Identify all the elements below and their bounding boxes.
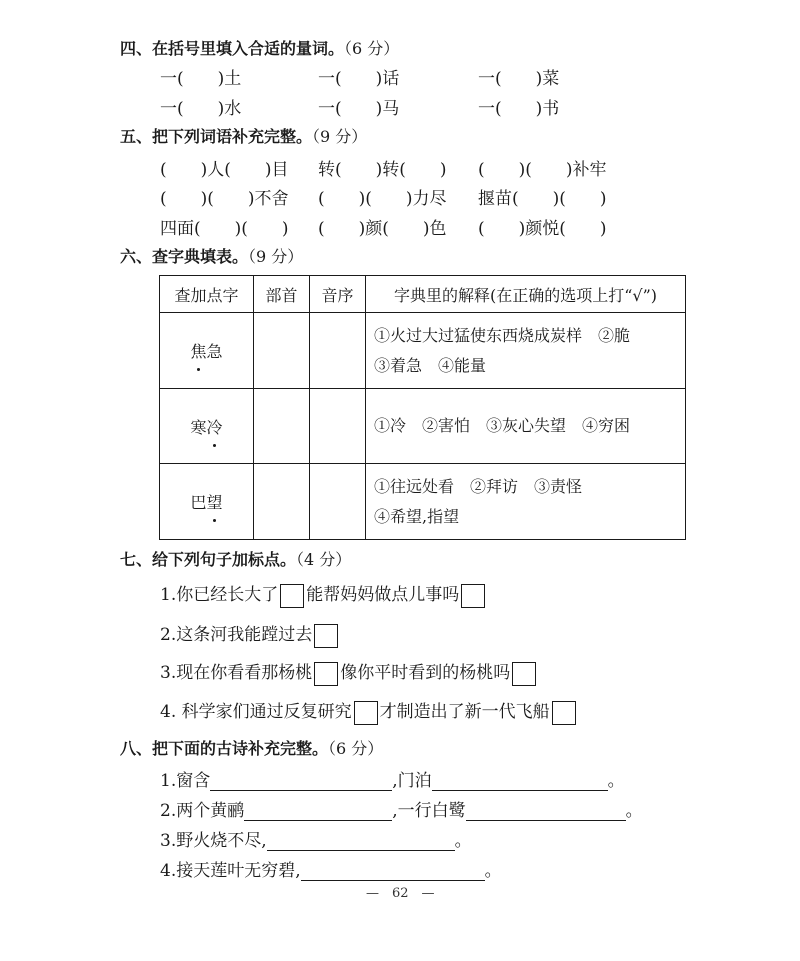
answer-blank[interactable] [466, 804, 626, 821]
col-header-definition: 字典里的解释(在正确的选项上打“√”) [366, 276, 686, 313]
punctuation-sentence-2: 2.这条河我能蹚过去 [160, 620, 340, 648]
poem-line-1: 1.窗含 ,门泊 。 [160, 771, 625, 791]
dotted-char: 焦 [190, 339, 206, 362]
word-cell: 巴望 [160, 464, 254, 540]
punctuation-box[interactable] [552, 701, 576, 725]
poem-line-4: 4.接天莲叶无穷碧, 。 [160, 861, 502, 881]
section-5-title: 五、把下列词语补充完整。（9 分） [120, 127, 368, 146]
poem-line-3: 3.野火烧不尽, 。 [160, 831, 472, 851]
punctuation-sentence-3: 3.现在你看看那杨桃 像你平时看到的杨桃吗 [160, 658, 538, 686]
definition-cell: ①往远处看 ②拜访 ③责怪 ④希望,指望 [366, 464, 686, 540]
initial-cell[interactable] [310, 389, 366, 464]
measure-word-item: 一( )马 [318, 99, 400, 119]
measure-word-item: 一( )书 [478, 99, 560, 119]
poem-line-2: 2.两个黄鹂 ,一行白鹭 。 [160, 801, 643, 821]
section-4-title: 四、在括号里填入合适的量词。（6 分） [120, 39, 400, 58]
initial-cell[interactable] [310, 313, 366, 389]
measure-word-item: 一( )水 [160, 99, 242, 119]
section-8-title: 八、把下面的古诗补充完整。（6 分） [120, 739, 384, 758]
radical-cell[interactable] [254, 389, 310, 464]
col-header-radical: 部首 [254, 276, 310, 313]
measure-word-item: 一( )话 [318, 69, 400, 89]
punctuation-sentence-1: 1.你已经长大了 能帮妈妈做点儿事吗 [160, 580, 487, 608]
answer-blank[interactable] [210, 774, 392, 791]
dotted-char: 冷 [207, 415, 223, 438]
radical-cell[interactable] [254, 464, 310, 540]
col-header-initial: 音序 [310, 276, 366, 313]
section-6-title: 六、查字典填表。（9 分） [120, 247, 304, 266]
table-header-row [160, 276, 686, 313]
word-cell: 寒冷 [160, 389, 254, 464]
page-number: — 62 — [366, 886, 435, 901]
idiom-item: 揠苗( )( ) [478, 189, 607, 209]
definition-cell: ①冷 ②害怕 ③灰心失望 ④穷困 [366, 389, 686, 464]
answer-blank[interactable] [301, 864, 485, 881]
punctuation-sentence-4: 4. 科学家们通过反复研究 才制造出了新一代飞船 [160, 697, 578, 725]
definition-cell: ①火过大过猛使东西烧成炭样 ②脆 ③着急 ④能量 [366, 313, 686, 389]
dictionary-table [159, 275, 686, 540]
dotted-char: 望 [207, 490, 223, 513]
idiom-item: ( )( )力尽 [318, 189, 447, 209]
idiom-item: 四面( )( ) [160, 219, 289, 239]
idiom-item: ( )颜悦( ) [478, 219, 607, 239]
punctuation-box[interactable] [461, 584, 485, 608]
idiom-item: ( )( )补牢 [478, 160, 607, 180]
punctuation-box[interactable] [512, 662, 536, 686]
measure-word-item: 一( )土 [160, 69, 242, 89]
idiom-item: ( )颜( )色 [318, 219, 447, 239]
answer-blank[interactable] [267, 834, 455, 851]
measure-word-item: 一( )菜 [478, 69, 560, 89]
initial-cell[interactable] [310, 464, 366, 540]
word-cell: 焦急 [160, 313, 254, 389]
radical-cell[interactable] [254, 313, 310, 389]
punctuation-box[interactable] [280, 584, 304, 608]
idiom-item: ( )人( )目 [160, 160, 289, 180]
table-row [160, 389, 686, 464]
idiom-item: 转( )转( ) [318, 160, 447, 180]
idiom-item: ( )( )不舍 [160, 189, 289, 209]
table-row [160, 313, 686, 389]
section-7-title: 七、给下列句子加标点。（4 分） [120, 550, 352, 569]
answer-blank[interactable] [432, 774, 608, 791]
punctuation-box[interactable] [314, 662, 338, 686]
punctuation-box[interactable] [354, 701, 378, 725]
col-header-word: 查加点字 [160, 276, 254, 313]
table-row [160, 464, 686, 540]
punctuation-box[interactable] [314, 624, 338, 648]
answer-blank[interactable] [244, 804, 392, 821]
